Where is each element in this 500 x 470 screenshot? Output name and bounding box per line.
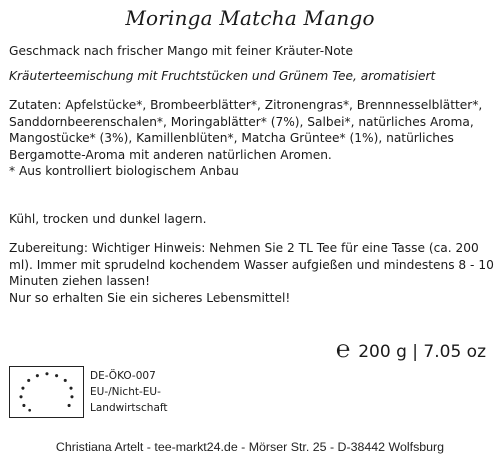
product-title: Moringa Matcha Mango [125, 6, 375, 30]
product-description: Kräuterteemischung mit Fruchtstücken und Grünem Tee, aromatisiert [9, 69, 436, 83]
organic-certification [90, 368, 168, 416]
ingredients-section [9, 97, 495, 180]
estimated-sign-icon: ℮ [335, 335, 351, 363]
ingredients-list: Zutaten: Apfelstücke*, Brombeerblätter*, Zitronengras*, Brennnesselblätter*, Sanddornbeerenschalen*, Moringablätter* (7%), Salbei*, natürliches Aroma, Mangostücke* (3%), Kamillenblüten*, Matcha Grüntee* (1%), natürliches Bergamotte-Aroma mit anderen natürlichen Aromen. [9, 98, 483, 162]
safety-note: Nur so erhalten Sie ein sicheres Lebensmittel! [9, 290, 291, 305]
net-weight [336, 335, 486, 364]
flavour-description: Geschmack nach frischer Mango mit feiner Kräuter-Note [9, 44, 353, 58]
preparation-instructions: Zubereitung: Wichtiger Hinweis: Nehmen Sie 2 TL Tee für eine Tasse (ca. 200 ml). Immer mit sprudelnd kochendem Wasser aufgießen und mindestens 8 - 10 Minuten ziehen lassen! [9, 241, 494, 288]
certification-agriculture: Landwirtschaft [90, 402, 168, 414]
storage-instructions: Kühl, trocken und dunkel lagern. [9, 212, 207, 226]
certification-code: DE-ÖKO-007 [90, 370, 156, 382]
organic-footnote: * Aus kontrolliert biologischem Anbau [9, 164, 239, 178]
weight-value: 200 g | 7.05 oz [358, 342, 486, 362]
preparation-section [9, 240, 495, 306]
eu-organic-leaf-icon [9, 366, 84, 418]
producer-address: Christiana Artelt - tee-markt24.de - Mörser Str. 25 - D-38442 Wolfsburg [55, 440, 445, 454]
certification-origin: EU-/Nicht-EU- [90, 386, 161, 398]
